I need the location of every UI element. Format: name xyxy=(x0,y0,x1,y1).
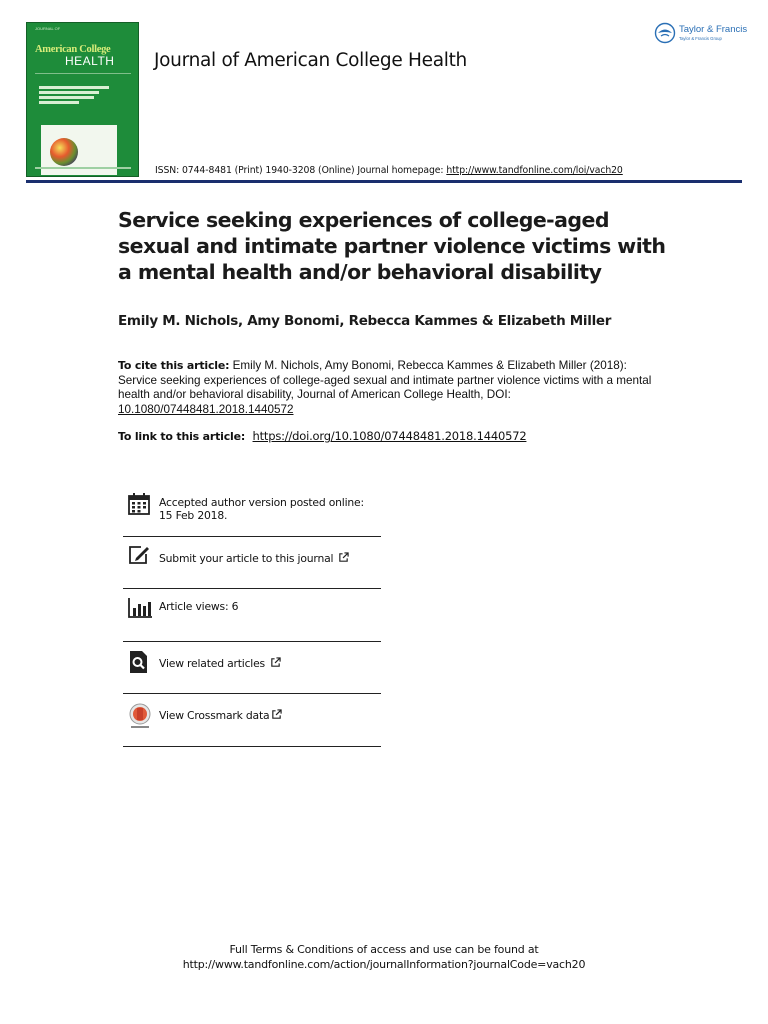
issn-line xyxy=(155,165,623,176)
cover-american-college: American College xyxy=(35,44,111,55)
publisher-group: Taylor & Francis Group xyxy=(679,36,722,41)
related-text: View related articles xyxy=(159,657,265,670)
cover-subtitle-graphic xyxy=(39,83,129,104)
submit-text: Submit your article to this journal xyxy=(159,552,334,565)
bar-chart-icon xyxy=(127,596,151,620)
submit-article-link[interactable] xyxy=(159,552,349,566)
publisher-name: Taylor & Francis xyxy=(679,24,748,35)
cite-doi-link[interactable]: 10.1080/07448481.2018.1440572 xyxy=(118,403,294,417)
article-title: Service seeking experiences of college-aged sexual and intimate partner violence victims with a mental health and/or behavioral disability xyxy=(118,208,666,284)
cover-footer-strip xyxy=(35,167,131,169)
cover-apple-graphic xyxy=(50,138,78,166)
footer xyxy=(0,943,768,972)
external-link-icon xyxy=(338,552,349,563)
calendar-icon xyxy=(127,492,151,516)
article-link-line xyxy=(118,429,526,443)
taylor-francis-logo-icon[interactable] xyxy=(654,22,676,44)
info-row-views xyxy=(123,589,381,641)
info-row-crossmark[interactable] xyxy=(123,694,381,747)
info-row-submit[interactable] xyxy=(123,537,381,589)
article-authors: Emily M. Nichols, Amy Bonomi, Rebecca Kammes & Elizabeth Miller xyxy=(118,313,612,329)
search-document-icon xyxy=(127,650,151,674)
crossmark-icon xyxy=(128,703,152,727)
accepted-text: Accepted author version posted online: 15 Feb 2018. xyxy=(159,496,364,522)
info-row-accepted xyxy=(123,484,381,536)
journal-cover-image xyxy=(26,22,139,177)
cite-text: Emily M. Nichols, Amy Bonomi, Rebecca Kammes & Elizabeth Miller (2018): Service seeking experiences of college-aged sexual and intimate partner violence victims with a mental health and/or behavioral disability, Journal of American College Health, DOI: xyxy=(118,359,652,402)
cover-journal-of: JOURNAL OF xyxy=(35,26,61,31)
issn-text: ISSN: 0744-8481 (Print) 1940-3208 (Online) Journal homepage: xyxy=(155,165,444,176)
header-divider xyxy=(26,180,742,183)
external-link-icon xyxy=(270,657,281,668)
journal-homepage-link[interactable]: http://www.tandfonline.com/loi/vach20 xyxy=(446,165,623,176)
crossmark-link[interactable] xyxy=(159,709,282,723)
crossmark-text: View Crossmark data xyxy=(159,709,270,722)
article-views: Article views: 6 xyxy=(159,600,239,613)
footer-terms: Full Terms & Conditions of access and use can be found at xyxy=(229,943,539,956)
cover-rule xyxy=(35,73,131,74)
journal-title: Journal of American College Health xyxy=(154,50,467,71)
cover-health: HEALTH xyxy=(65,54,115,68)
citation-block xyxy=(118,359,658,418)
cite-label: To cite this article: xyxy=(118,359,230,372)
related-articles-link[interactable] xyxy=(159,657,281,671)
footer-terms-link[interactable]: http://www.tandfonline.com/action/journalInformation?journalCode=vach20 xyxy=(182,957,586,971)
link-label: To link to this article: xyxy=(118,430,246,443)
article-doi-link[interactable]: https://doi.org/10.1080/07448481.2018.1440572 xyxy=(252,429,527,443)
info-row-related[interactable] xyxy=(123,642,381,694)
external-link-icon xyxy=(271,709,282,720)
edit-icon xyxy=(127,543,151,567)
row-divider xyxy=(123,746,381,747)
